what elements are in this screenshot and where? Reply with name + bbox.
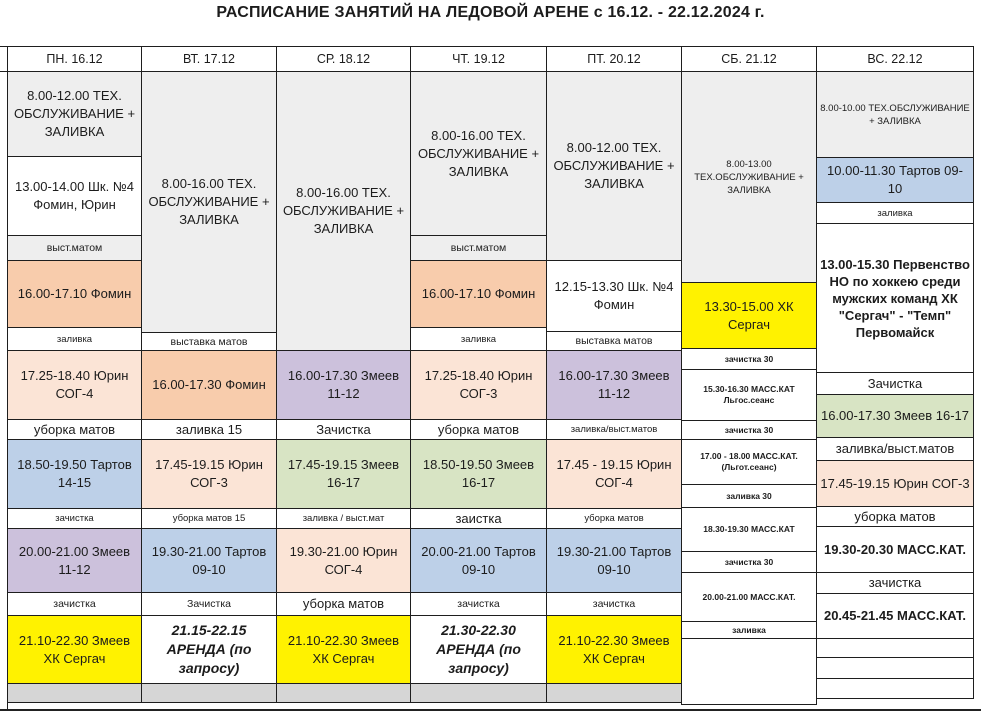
sat-clean3: зачистка 30 [681,551,817,573]
mon-empty [7,683,142,703]
fri-fill-mats: заливка/выст.матов [546,419,682,440]
sat-mass1-note: Льгос.сеанс [723,395,775,405]
thu-tartov: 20.00-21.00 Тартов 09-10 [410,528,547,593]
thu-tech: 8.00-16.00 ТЕХ. ОБСЛУЖИВАНИЕ + ЗАЛИВКА [410,71,547,236]
tue-tartov: 19.30-21.00 Тартов 09-10 [141,528,277,593]
wed-empty [276,683,411,703]
mon-clean2: зачистка [7,592,142,616]
sun-clean: Зачистка [816,372,974,395]
sun-zmeev: 16.00-17.30 Змеев 16-17 [816,394,974,438]
fri-hc: 21.10-22.30 Змеев ХК Сергач [546,615,682,684]
mon-zmeev: 20.00-21.00 Змеев 11-12 [7,528,142,593]
sat-mass2-time: 17.00 - 18.00 МАСС.КАТ. [700,451,798,461]
sat-mass4: 20.00-21.00 МАСС.КАТ. [681,572,817,622]
wed-zmeev: 16.00-17.30 Змеев 11-12 [276,350,411,420]
sun-fill: заливка [816,202,974,224]
sun-mass2: 20.45-21.45 МАСС.КАТ. [816,593,974,639]
sun-empty-2 [816,657,974,679]
thu-rent: 21.30-22.30 АРЕНДА (по запросу) [410,615,547,684]
mon-yurin: 17.25-18.40 Юрин СОГ-4 [7,350,142,420]
mon-mats: выст.матом [7,235,142,261]
sun-tech: 8.00-10.00 ТЕХ.ОБСЛУЖИВАНИЕ + ЗАЛИВКА [816,71,974,158]
tue-fill: заливка 15 [141,419,277,440]
fri-school: 12.15-13.30 Шк. №4 Фомин [546,260,682,332]
mon-hc: 21.10-22.30 Змеев ХК Сергач [7,615,142,684]
mon-clean: зачистка [7,508,142,529]
thu-fill: заливка [410,327,547,351]
day-header-fri: ПТ. 20.12 [546,46,682,72]
sat-mass1-time: 15.30-16.30 МАСС.КАТ [703,384,795,394]
tue-clean-mats: уборка матов 15 [141,508,277,529]
thu-fomin: 16.00-17.10 Фомин [410,260,547,328]
mon-clean-mats: уборка матов [7,419,142,440]
mon-fomin: 16.00-17.10 Фомин [7,260,142,328]
tue-mats: выставка матов [141,332,277,351]
wed-tech: 8.00-16.00 ТЕХ. ОБСЛУЖИВАНИЕ + ЗАЛИВКА [276,71,411,351]
sat-mass2 [681,439,817,485]
sun-clean2: зачистка [816,572,974,594]
day-header-thu: ЧТ. 19.12 [410,46,547,72]
fri-zmeev: 16.00-17.30 Змеев 11-12 [546,350,682,420]
day-header-wed: СР. 18.12 [276,46,411,72]
sat-empty [681,638,817,705]
wed-zmeev2: 17.45-19.15 Змеев 16-17 [276,439,411,509]
tue-fomin: 16.00-17.30 Фомин [141,350,277,420]
fri-tartov: 19.30-21.00 Тартов 09-10 [546,528,682,593]
fri-clean-mats: уборка матов [546,508,682,529]
thu-yurin: 17.25-18.40 Юрин СОГ-3 [410,350,547,420]
day-header-sun: ВС. 22.12 [816,46,974,72]
wed-clean: Зачистка [276,419,411,440]
fri-clean: зачистка [546,592,682,616]
fri-mats: выставка матов [546,331,682,351]
sat-fill2: заливка [681,621,817,639]
sat-fill: заливка 30 [681,484,817,508]
fri-empty [546,683,682,703]
day-header-sat: СБ. 21.12 [681,46,817,72]
wed-yurin: 19.30-21.00 Юрин СОГ-4 [276,528,411,593]
sat-clean1: зачистка 30 [681,348,817,370]
sun-empty-1 [816,638,974,658]
thu-clean-mats: уборка матов [410,419,547,440]
day-header-tue: ВТ. 17.12 [141,46,277,72]
sun-clean-mats: уборка матов [816,506,974,527]
schedule-table [0,42,981,713]
tue-empty [141,683,277,703]
thu-clean2: зачистка [410,592,547,616]
thu-clean: заистка [410,508,547,529]
wed-fill-mats: заливка / выст.мат [276,508,411,529]
tue-rent: 21.15-22.15 АРЕНДА (по запросу) [141,615,277,684]
sat-tech: 8.00-13.00 ТЕХ.ОБСЛУЖИВАНИЕ + ЗАЛИВКА [681,71,817,283]
sun-champ: 13.00-15.30 Первенство НО по хоккею среди мужских команд ХК "Сергач" - "Темп" Первомайск [816,223,974,373]
sun-empty-3 [816,678,974,699]
mon-tech: 8.00-12.00 ТЕХ. ОБСЛУЖИВАНИЕ + ЗАЛИВКА [7,71,142,157]
sat-mass2-note: (Льгот.сеанс) [721,462,777,472]
mon-tartov: 18.50-19.50 Тартов 14-15 [7,439,142,509]
sat-mass1 [681,369,817,421]
fri-yurin: 17.45 - 19.15 Юрин СОГ-4 [546,439,682,509]
wed-hc: 21.10-22.30 Змеев ХК Сергач [276,615,411,684]
mon-school: 13.00-14.00 Шк. №4 Фомин, Юрин [7,156,142,236]
sat-clean2: зачистка 30 [681,420,817,440]
page-title: РАСПИСАНИЕ ЗАНЯТИЙ НА ЛЕДОВОЙ АРЕНЕ с 16.12. - 22.12.2024 г. [216,4,765,21]
wed-clean-mats: уборка матов [276,592,411,616]
thu-zmeev: 18.50-19.50 Змеев 16-17 [410,439,547,509]
day-header-mon: ПН. 16.12 [7,46,142,72]
sun-yurin: 17.45-19.15 Юрин СОГ-3 [816,460,974,507]
thu-mats: выст.матом [410,235,547,261]
tue-clean: Зачистка [141,592,277,616]
sat-mass3: 18.30-19.30 МАСС.КАТ [681,507,817,552]
bottom-rule [0,709,981,711]
sun-fill-mats: заливка/выст.матов [816,437,974,461]
tue-tech: 8.00-16.00 ТЕХ. ОБСЛУЖИВАНИЕ + ЗАЛИВКА [141,71,277,333]
fri-tech: 8.00-12.00 ТЕХ. ОБСЛУЖИВАНИЕ + ЗАЛИВКА [546,71,682,261]
thu-empty [410,683,547,703]
sun-mass1: 19.30-20.30 МАСС.КАТ. [816,526,974,573]
tue-yurin: 17.45-19.15 Юрин СОГ-3 [141,439,277,509]
sun-tartov: 10.00-11.30 Тартов 09-10 [816,157,974,203]
sat-hc: 13.30-15.00 ХК Сергач [681,282,817,349]
mon-fill: заливка [7,327,142,351]
